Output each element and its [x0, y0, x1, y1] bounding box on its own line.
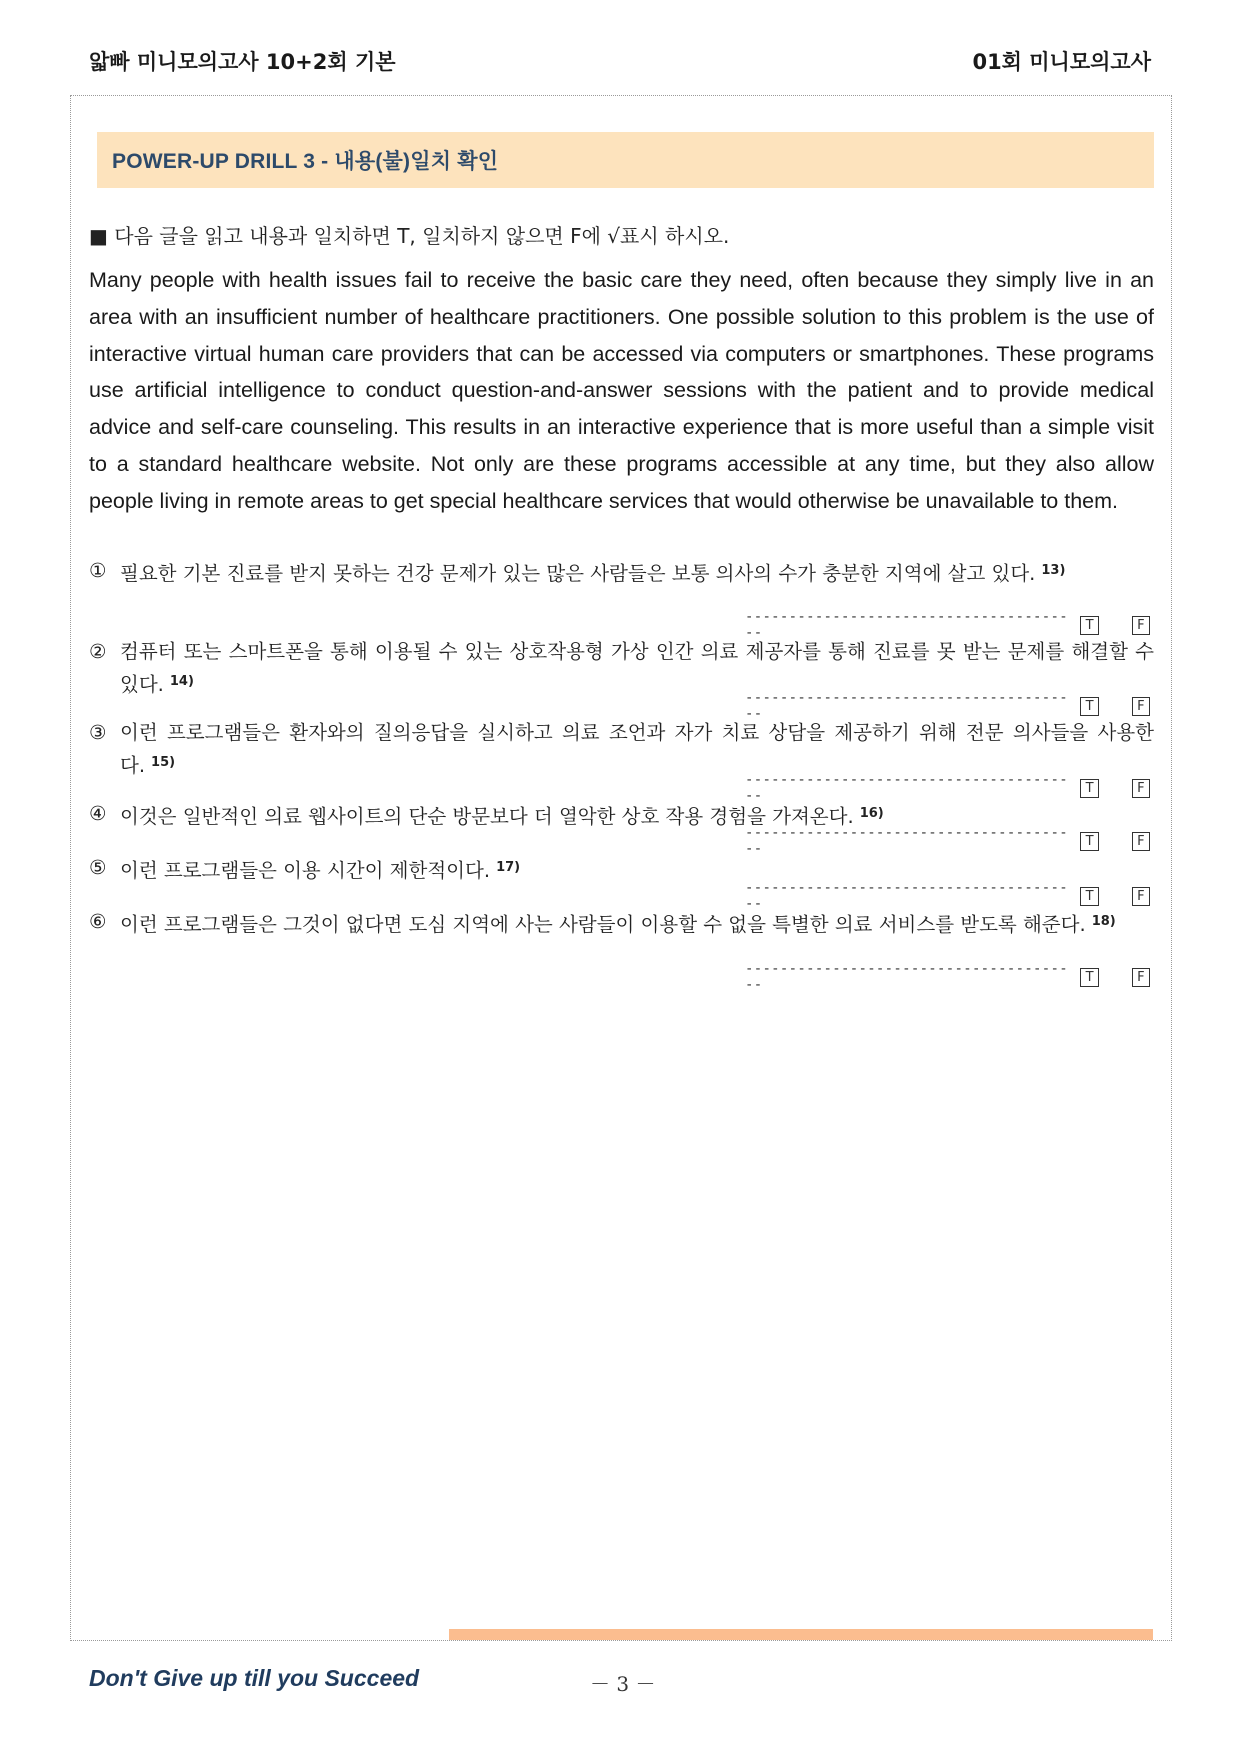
answer-row-3: [745, 772, 1150, 804]
false-checkbox[interactable]: F: [1132, 616, 1150, 635]
drill-title-banner: [97, 132, 1154, 188]
item-text: 이런 프로그램들은 이용 시간이 제한적이다.: [120, 859, 491, 882]
item-text: 필요한 기본 진료를 받지 못하는 건강 문제가 있는 많은 사람들은 보통 의사의 수가 충분한 지역에 살고 있다.: [120, 562, 1036, 585]
false-checkbox[interactable]: F: [1132, 779, 1150, 798]
statement-item-6: [89, 907, 1154, 940]
item-ref: 14): [169, 674, 194, 689]
answer-row-6: [745, 961, 1150, 993]
true-checkbox[interactable]: T: [1080, 779, 1098, 798]
true-checkbox[interactable]: T: [1080, 616, 1098, 635]
answer-row-2: [745, 690, 1150, 722]
answer-dashes: ---------------------------------------: [745, 609, 1068, 641]
item-ref: 17): [496, 860, 521, 875]
item-text: 이런 프로그램들은 환자와의 질의응답을 실시하고 의료 조언과 자가 치료 상담을 제공하기 위해 전문 의사들을 사용한다.: [120, 721, 1154, 777]
item-ref: 13): [1041, 563, 1066, 578]
header-right-title: 01회 미니모의고사: [972, 50, 1151, 74]
answer-dashes: ---------------------------------------: [745, 825, 1068, 857]
answer-row-4: [745, 825, 1150, 857]
page-number: － 3 －: [590, 1672, 656, 1696]
item-text: 이런 프로그램들은 그것이 없다면 도심 지역에 사는 사람들이 이용할 수 없을 특별한 의료 서비스를 받도록 해준다.: [120, 913, 1086, 936]
item-number: ⑤: [89, 856, 107, 879]
item-number: ⑥: [89, 910, 107, 933]
answer-row-1: [745, 609, 1150, 641]
item-number: ④: [89, 802, 107, 825]
false-checkbox[interactable]: F: [1132, 968, 1150, 987]
true-checkbox[interactable]: T: [1080, 968, 1098, 987]
statement-item-1: [89, 556, 1154, 589]
answer-dashes: ---------------------------------------: [745, 880, 1068, 912]
false-checkbox[interactable]: F: [1132, 832, 1150, 851]
footer-motto: Don't Give up till you Succeed: [89, 1665, 420, 1691]
drill-title: POWER-UP DRILL 3 - 내용(불)일치 확인: [112, 150, 499, 173]
false-checkbox[interactable]: F: [1132, 697, 1150, 716]
item-number: ①: [89, 559, 107, 582]
answer-dashes: ---------------------------------------: [745, 690, 1068, 722]
item-number: ②: [89, 640, 107, 663]
true-checkbox[interactable]: T: [1080, 697, 1098, 716]
item-ref: 15): [151, 755, 176, 770]
answer-row-5: [745, 880, 1150, 912]
answer-dashes: ---------------------------------------: [745, 961, 1068, 993]
item-text: 컴퓨터 또는 스마트폰을 통해 이용될 수 있는 상호작용형 가상 인간 의료 제공자를 통해 진료를 못 받는 문제를 해결할 수 있다.: [120, 640, 1154, 696]
item-text: 이것은 일반적인 의료 웹사이트의 단순 방문보다 더 열악한 상호 작용 경험을 가져온다.: [120, 805, 854, 828]
item-number: ③: [89, 721, 107, 744]
instruction: ■ 다음 글을 읽고 내용과 일치하면 T, 일치하지 않으면 F에 √표시 하시오.: [89, 224, 730, 248]
footer-accent-bar: [449, 1629, 1153, 1640]
passage: Many people with health issues fail to receive the basic care they need, often because they simply live in an area with an insufficient number of healthcare practitioners. One possible solution to this problem is the use of interactive virtual human care providers that can be accessed via computers or smartphones. These programs use artificial intelligence to conduct question-and-answer sessions with the patient and to provide medical advice and self-care counseling. This results in an interactive experience that is more useful than a simple visit to a standard healthcare website. Not only are these programs accessible at any time, but they also allow people living in remote areas to get special healthcare services that would otherwise be unavailable to them.: [89, 268, 1154, 513]
header-left-title: 앏빠 미니모의고사 10+2회 기본: [89, 50, 396, 74]
true-checkbox[interactable]: T: [1080, 832, 1098, 851]
answer-dashes: ---------------------------------------: [745, 772, 1068, 804]
true-checkbox[interactable]: T: [1080, 887, 1098, 906]
item-ref: 18): [1091, 914, 1116, 929]
item-ref: 16): [859, 806, 884, 821]
false-checkbox[interactable]: F: [1132, 887, 1150, 906]
